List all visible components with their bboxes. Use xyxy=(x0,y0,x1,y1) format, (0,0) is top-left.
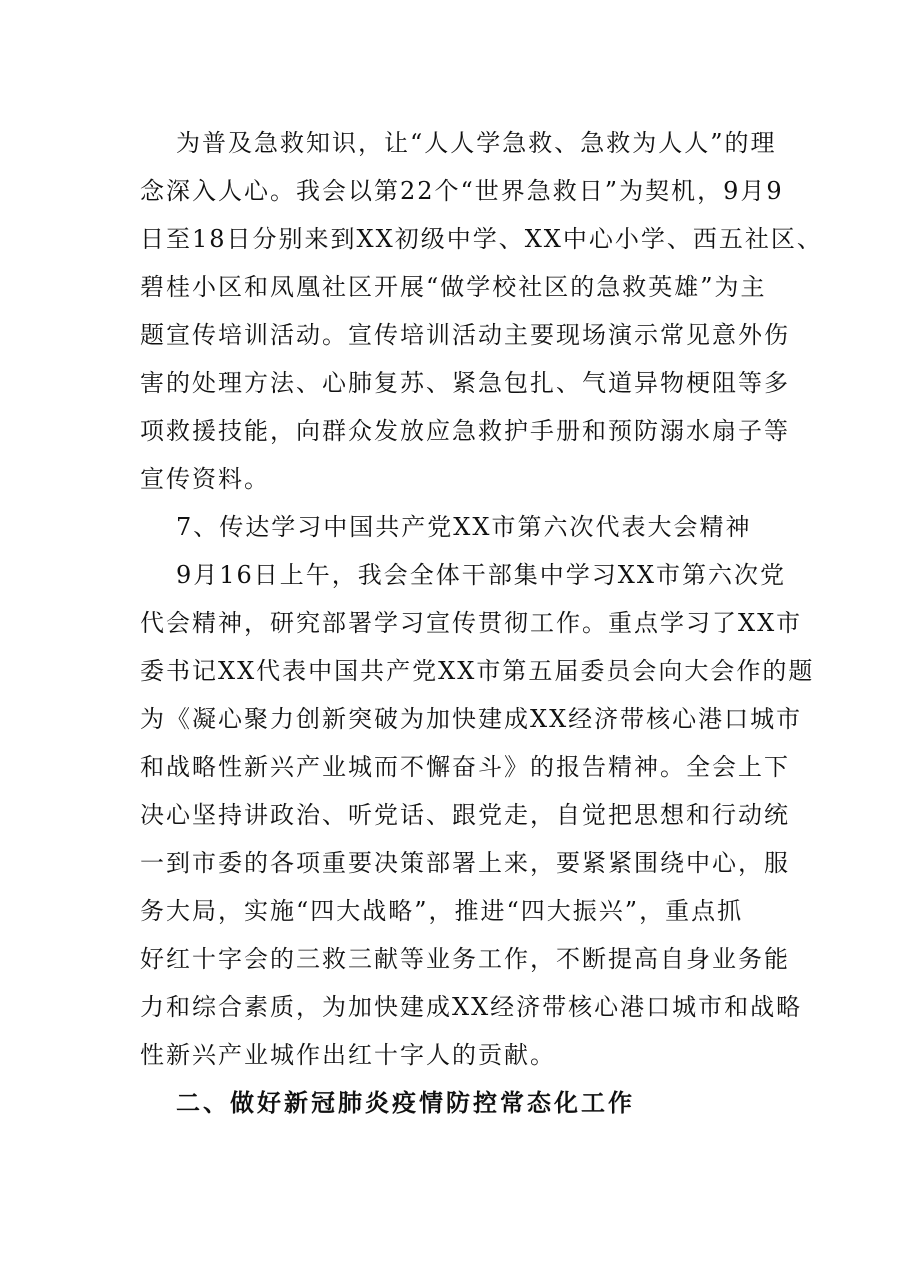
paragraph-line: 项救援技能，向群众发放应急救护手册和预防溺水扇子等 xyxy=(140,417,790,445)
paragraph-line: 念深入人心。我会以第22个“世界急救日”为契机，9月9 xyxy=(140,177,784,205)
paragraph-line: 力和综合素质，为加快建成XX经济带核心港口城市和战略 xyxy=(140,993,803,1021)
paragraph-line: 务大局，实施“四大战略”，推进“四大振兴”，重点抓 xyxy=(140,897,744,925)
paragraph-line: 碧桂小区和凤凰社区开展“做学校社区的急救英雄”为主 xyxy=(140,273,767,301)
section-heading: 二、做好新冠肺炎疫情防控常态化工作 xyxy=(176,1089,635,1117)
paragraph-line: 和战略性新兴产业城而不懈奋斗》的报告精神。全会上下 xyxy=(140,753,790,781)
subheading-7: 7、传达学习中国共产党XX市第六次代表大会精神 xyxy=(176,513,752,541)
paragraph-line: 性新兴产业城作出红十字人的贡献。 xyxy=(140,1041,556,1069)
paragraph-line: 代会精神，研究部署学习宣传贯彻工作。重点学习了XX市 xyxy=(140,609,803,637)
paragraph-line: 好红十字会的三救三献等业务工作，不断提高自身业务能 xyxy=(140,945,790,973)
paragraph-line: 为《凝心聚力创新突破为加快建成XX经济带核心港口城市 xyxy=(140,705,803,733)
paragraph-line: 9月16日上午，我会全体干部集中学习XX市第六次党 xyxy=(176,561,786,589)
paragraph-line: 委书记XX代表中国共产党XX市第五届委员会向大会作的题 xyxy=(140,657,815,685)
paragraph-line: 日至18日分别来到XX初级中学、XX中心小学、西五社区、 xyxy=(140,225,823,253)
paragraph-line: 为普及急救知识，让“人人学急救、急救为人人”的理 xyxy=(176,129,777,157)
paragraph-line: 一到市委的各项重要决策部署上来，要紧紧围绕中心，服 xyxy=(140,849,790,877)
paragraph-line: 宣传资料。 xyxy=(140,465,270,493)
paragraph-line: 害的处理方法、心肺复苏、紧急包扎、气道异物梗阻等多 xyxy=(140,369,790,397)
paragraph-line: 题宣传培训活动。宣传培训活动主要现场演示常见意外伤 xyxy=(140,321,790,349)
paragraph-line: 决心坚持讲政治、听党话、跟党走，自觉把思想和行动统 xyxy=(140,801,790,829)
